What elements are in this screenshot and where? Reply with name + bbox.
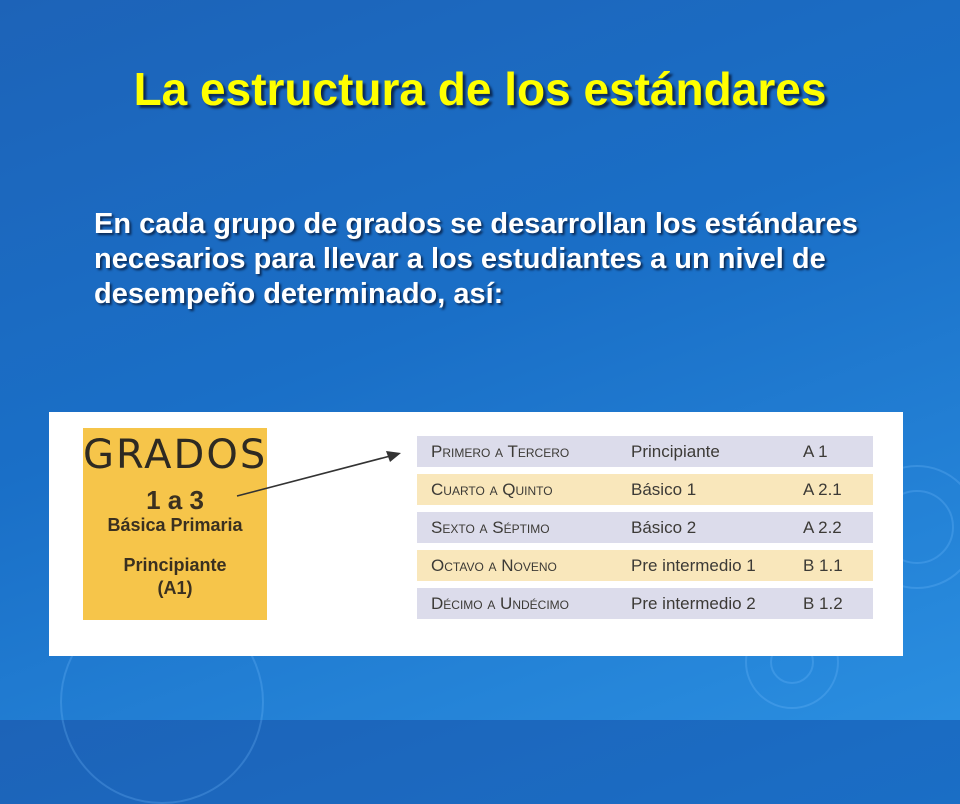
- row-grades: Sexto a Séptimo: [431, 517, 550, 537]
- standards-figure: [49, 412, 903, 656]
- row-code: A 2.1: [803, 479, 842, 499]
- row-code: A 1: [803, 441, 828, 461]
- row-code: B 1.2: [803, 593, 843, 613]
- row-grades: Primero a Tercero: [431, 441, 570, 461]
- row-code: A 2.2: [803, 517, 842, 537]
- slide-title: La estructura de los estándares: [133, 63, 827, 115]
- row-level: Principiante: [631, 441, 720, 461]
- arrow-line: [237, 455, 394, 496]
- row-level: Básico 1: [631, 479, 697, 499]
- row-code: B 1.1: [803, 555, 843, 575]
- table-row: [417, 588, 873, 619]
- grados-range: 1 a 3: [146, 485, 204, 515]
- slide-body-text: En cada grupo de grados se desarrollan los estándares necesarios para llevar a los estudiantes a un nivel de desempeño determinado, así:: [94, 208, 858, 310]
- grados-level-label: Básica Primaria: [107, 515, 243, 535]
- grados-heading: GRADOS: [83, 432, 268, 478]
- row-grades: Cuarto a Quinto: [431, 479, 553, 499]
- table-row: [417, 512, 873, 543]
- levels-table: [417, 436, 873, 626]
- row-level: Pre intermedio 2: [631, 593, 756, 613]
- row-grades: Décimo a Undécimo: [431, 593, 570, 613]
- grados-code: (A1): [157, 578, 193, 598]
- row-level: Pre intermedio 1: [631, 555, 756, 575]
- table-row: [417, 436, 873, 467]
- row-grades: Octavo a Noveno: [431, 555, 557, 575]
- table-row: [417, 474, 873, 505]
- arrow-head: [386, 451, 401, 462]
- table-row: [417, 550, 873, 581]
- row-level: Básico 2: [631, 517, 697, 537]
- grados-performance: Principiante: [123, 555, 227, 575]
